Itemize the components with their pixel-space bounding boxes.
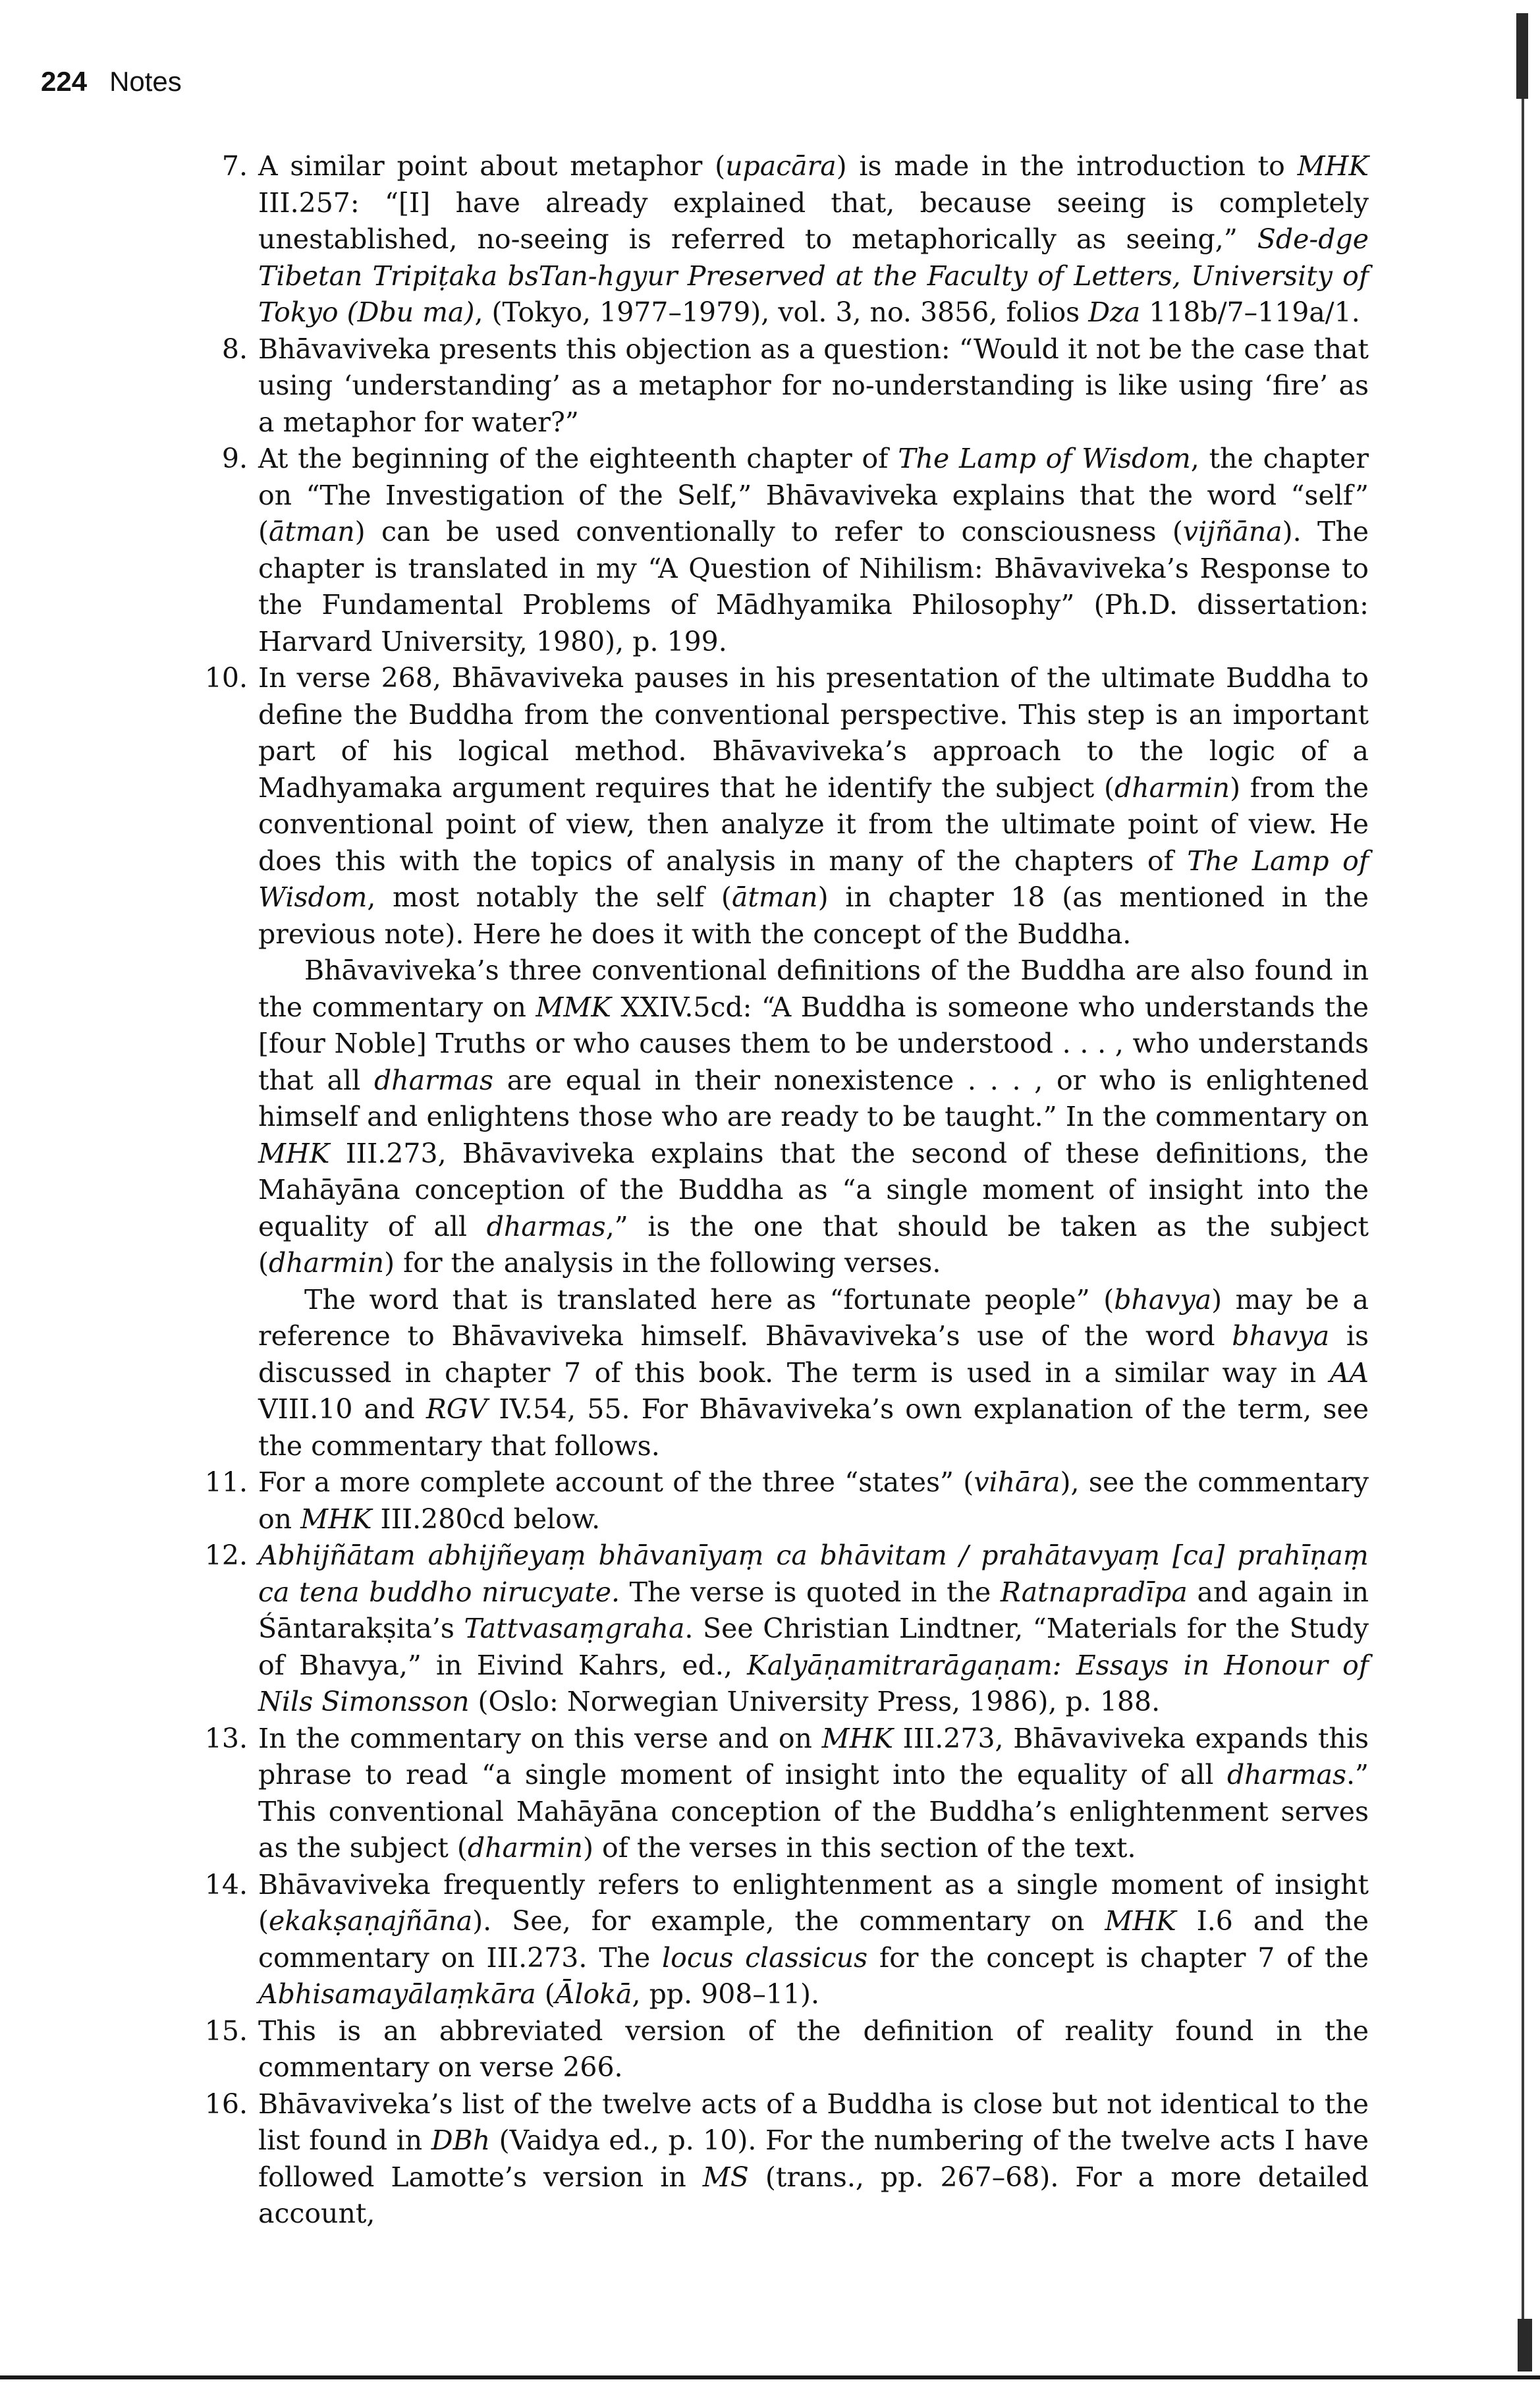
- notes-list: [0, 148, 1540, 2233]
- footnote-8: [0, 331, 1369, 441]
- footnote-paragraph: Bhāvaviveka frequently refers to enlightenment as a single moment of insight (ekakṣaṇajñāna). See, for example, the commentary on MHK I.6 and the commentary on III.273. The locus classicus for the concept is chapter 7 of the Abhisamayālaṃkāra (Ālokā, pp. 908–11).: [258, 1868, 1369, 2010]
- footnote-number: 14.: [204, 1868, 248, 1900]
- footnote-12: [0, 1538, 1369, 1721]
- binding-edge-mark-bottom: [1518, 2319, 1532, 2372]
- running-title: Notes: [109, 66, 182, 97]
- footnote-number: 12.: [204, 1540, 248, 1571]
- footnote-14: [0, 1867, 1369, 2013]
- footnote-paragraph: At the beginning of the eighteenth chapter of The Lamp of Wisdom, the chapter on “The Investigation of the Self,” Bhāvaviveka explains that the word “self” (ātman) can be used conventionally to refer to consciousness (vijñāna). The chapter is translated in my “A Question of Nihilism: Bhāvaviveka’s Response to the Fundamental Problems of Mādhyamika Philosophy” (Ph.D. dissertation: Harvard University, 1980), p. 199.: [258, 443, 1369, 657]
- footnote-paragraph: Bhāvaviveka’s list of the twelve acts of a Buddha is close but not identical to the list found in DBh (Vaidya ed., p. 10). For the numbering of the twelve acts I have followed Lamotte’s version in MS (trans., pp. 267–68). For a more detailed account,: [258, 2088, 1369, 2229]
- footnote-paragraph: Bhāvaviveka’s three conventional definitions of the Buddha are also found in the commentary on MMK XXIV.5cd: “A Buddha is someone who understands the [four Noble] Truths or who causes them to be understood . . . , who understands that all dharmas are equal in their nonexistence . . . , or who is enlightened himself and enlightens those who are ready to be taught.” In the commentary on MHK III.273, Bhāvaviveka explains that the second of these definitions, the Mahāyāna conception of the Buddha as “a single moment of insight into the equality of all dharmas,” is the one that should be taken as the subject (dharmin) for the analysis in the following verses.: [258, 955, 1369, 1279]
- footnote-paragraph: For a more complete account of the three “states” (vihāra), see the commentary on MHK III.280cd below.: [258, 1466, 1369, 1535]
- footnote-paragraph: Bhāvaviveka presents this objection as a question: “Would it not be the case that using ‘understanding’ as a metaphor for no-understanding is like using ‘fire’ as a metaphor for water?”: [258, 333, 1369, 438]
- footnote-7: [0, 148, 1369, 331]
- footnote-number: 7.: [221, 150, 248, 182]
- footnote-number: 8.: [221, 333, 248, 365]
- footnote-16: [0, 2086, 1369, 2233]
- footnote-number: 9.: [221, 443, 248, 474]
- footnote-number: 15.: [204, 2014, 248, 2047]
- footnote-paragraph: Abhijñātam abhijñeyaṃ bhāvanīyaṃ ca bhāvitam / prahātavyaṃ [ca] prahīṇaṃ ca tena buddho nirucyate. The verse is quoted in the Ratnapradīpa and again in Śāntarakṣita’s Tattvasaṃgraha. See Christian Lindtner, “Materials for the Study of Bhavya,” in Eivind Kahrs, ed., Kalyāṇamitrarāgaṇam: Essays in Honour of Nils Simonsson (Oslo: Norwegian University Press, 1986), p. 188.: [258, 1540, 1369, 1717]
- footnote-11: [0, 1464, 1369, 1538]
- footnote-paragraph: In the commentary on this verse and on MHK III.273, Bhāvaviveka expands this phrase to read “a single moment of insight into the equality of all dharmas.” This conventional Mahāyāna conception of the Buddha’s enlightenment serves as the subject (dharmin) of the verses in this section of the text.: [258, 1722, 1369, 1864]
- binding-edge-mark: [1516, 13, 1528, 99]
- footnote-paragraph: This is an abbreviated version of the definition of reality found in the commentary on verse 266.: [258, 2014, 1369, 2083]
- footnote-number: 13.: [204, 1722, 248, 1754]
- footnote-paragraph: A similar point about metaphor (upacāra) is made in the introduction to MHK III.257: “[I] have already explained that, because seeing is completely unestablished, no-seeing is referred to metaphorically as seeing,” Sde-dge Tibetan Tripiṭaka bsTan-hgyur Preserved at the Faculty of Letters, University of Tokyo (Dbu ma), (Tokyo, 1977–1979), vol. 3, no. 3856, folios Dza 118b/7–119a/1.: [258, 150, 1369, 328]
- footnote-number: 10.: [204, 662, 248, 694]
- footnote-paragraph: The word that is translated here as “fortunate people” (bhavya) may be a reference to Bhāvaviveka himself. Bhāvaviveka’s use of the word bhavya is discussed in chapter 7 of this book. The term is used in a similar way in AA VIII.10 and RGV IV.54, 55. For Bhāvaviveka’s own explanation of the term, see the commentary that follows.: [258, 1283, 1369, 1462]
- scan-bottom-rule: [0, 2375, 1540, 2379]
- footnote-15: [0, 2013, 1369, 2086]
- page-header: [41, 68, 182, 96]
- footnote-9: [0, 441, 1369, 660]
- binding-edge-line: [1522, 99, 1524, 2319]
- footnote-number: 11.: [204, 1466, 248, 1498]
- page-number: 224: [41, 66, 88, 97]
- footnote-10: [0, 660, 1369, 1464]
- footnote-13: [0, 1721, 1369, 1867]
- footnote-paragraph: In verse 268, Bhāvaviveka pauses in his presentation of the ultimate Buddha to define the Buddha from the conventional perspective. This step is an important part of his logical method. Bhāvaviveka’s approach to the logic of a Madhyamaka argument requires that he identify the subject (dharmin) from the conventional point of view, then analyze it from the ultimate point of view. He does this with the topics of analysis in many of the chapters of The Lamp of Wisdom, most notably the self (ātman) in chapter 18 (as mentioned in the previous note). Here he does it with the concept of the Buddha.: [258, 662, 1369, 950]
- footnote-number: 16.: [204, 2088, 248, 2120]
